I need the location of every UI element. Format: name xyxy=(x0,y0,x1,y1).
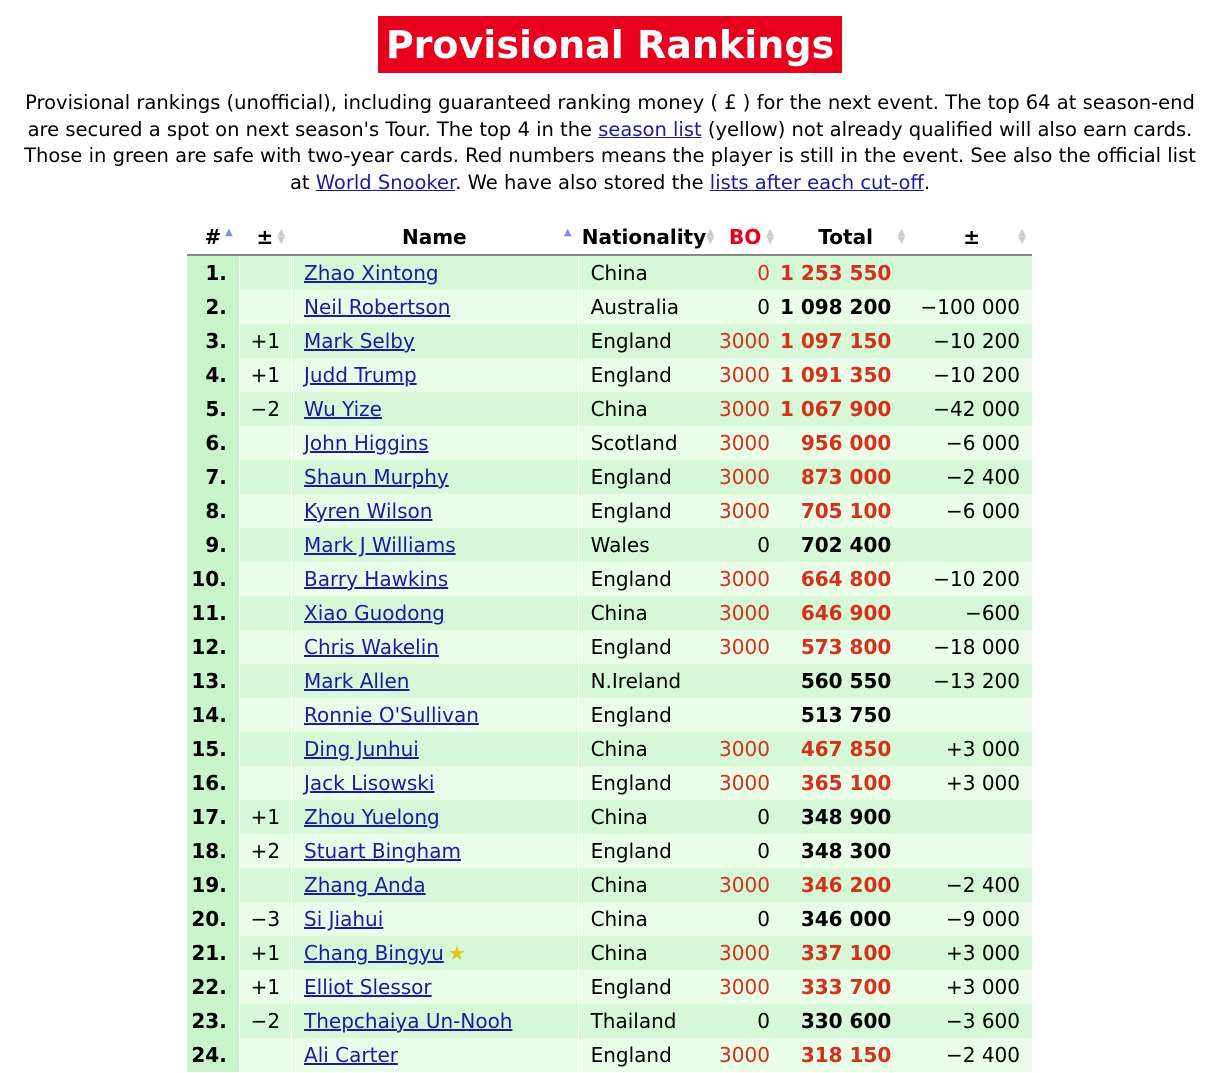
bo-cell: 3000 xyxy=(710,596,780,630)
money-change-cell: +3 000 xyxy=(911,936,1032,970)
page-header xyxy=(0,0,1220,73)
rank-cell: 16. xyxy=(187,766,239,800)
table-row xyxy=(187,256,1032,290)
name-cell xyxy=(291,936,578,970)
money-change-cell: −6 000 xyxy=(911,426,1032,460)
player-link[interactable]: Kyren Wilson xyxy=(304,499,433,523)
table-row xyxy=(187,1004,1032,1038)
money-change-cell: −18 000 xyxy=(911,630,1032,664)
total-cell: 365 100 xyxy=(780,766,911,800)
bo-cell: 0 xyxy=(710,1004,780,1038)
rank-cell: 23. xyxy=(187,1004,239,1038)
player-link[interactable]: Wu Yize xyxy=(304,397,382,421)
bo-cell: 3000 xyxy=(710,630,780,664)
name-cell xyxy=(291,596,578,630)
player-link[interactable]: Stuart Bingham xyxy=(304,839,461,863)
name-cell xyxy=(291,664,578,698)
money-change-cell: −6 000 xyxy=(911,494,1032,528)
col-header-rank[interactable] xyxy=(187,220,239,256)
nationality-cell: China xyxy=(578,936,711,970)
bo-cell: 3000 xyxy=(710,494,780,528)
bo-cell: 3000 xyxy=(710,426,780,460)
player-link[interactable]: Ronnie O'Sullivan xyxy=(304,703,479,727)
rank-cell: 10. xyxy=(187,562,239,596)
money-change-cell xyxy=(911,800,1032,834)
table-row xyxy=(187,392,1032,426)
rank-change-cell xyxy=(239,256,291,290)
page-title: Provisional Rankings xyxy=(378,16,842,73)
rank-change-cell xyxy=(239,562,291,596)
nationality-cell: China xyxy=(578,800,711,834)
money-change-cell: −13 200 xyxy=(911,664,1032,698)
bo-cell: 3000 xyxy=(710,766,780,800)
name-cell xyxy=(291,562,578,596)
bo-cell: 3000 xyxy=(710,460,780,494)
rank-change-cell xyxy=(239,494,291,528)
name-cell xyxy=(291,970,578,1004)
rank-change-cell xyxy=(239,460,291,494)
table-row xyxy=(187,902,1032,936)
player-link[interactable]: Mark Selby xyxy=(304,329,415,353)
player-link[interactable]: Jack Lisowski xyxy=(304,771,435,795)
bo-cell: 3000 xyxy=(710,562,780,596)
money-change-cell xyxy=(911,528,1032,562)
total-cell: 873 000 xyxy=(780,460,911,494)
rank-change-cell xyxy=(239,426,291,460)
table-row xyxy=(187,834,1032,868)
name-cell xyxy=(291,528,578,562)
rank-cell: 4. xyxy=(187,358,239,392)
nationality-cell: England xyxy=(578,834,711,868)
sort-both-icon: ▲ ▼ xyxy=(706,227,715,246)
bo-cell: 3000 xyxy=(710,732,780,766)
rank-change-cell xyxy=(239,290,291,324)
player-link[interactable]: Barry Hawkins xyxy=(304,567,449,591)
name-cell xyxy=(291,1004,578,1038)
rank-change-cell xyxy=(239,732,291,766)
total-cell: 560 550 xyxy=(780,664,911,698)
sort-both-icon: ▲ ▼ xyxy=(1018,227,1026,246)
rank-change-cell: +1 xyxy=(239,936,291,970)
total-cell: 573 800 xyxy=(780,630,911,664)
total-cell: 1 097 150 xyxy=(780,324,911,358)
money-change-cell: +3 000 xyxy=(911,766,1032,800)
money-change-cell: +3 000 xyxy=(911,970,1032,1004)
rank-change-cell xyxy=(239,1038,291,1072)
money-change-cell: −2 400 xyxy=(911,868,1032,902)
intro-text-2: (yellow) not already qualified will also earn cards. Those in green are safe with two-year cards. Red numbers means the player is still in the event. See also the official list at xyxy=(24,117,1196,194)
rank-cell: 3. xyxy=(187,324,239,358)
money-change-cell xyxy=(911,256,1032,290)
col-header-diff2-label: ± xyxy=(963,225,981,249)
nationality-cell: Thailand xyxy=(578,1004,711,1038)
name-cell xyxy=(291,630,578,664)
table-row xyxy=(187,766,1032,800)
rank-cell: 24. xyxy=(187,1038,239,1072)
table-row xyxy=(187,426,1032,460)
rank-cell: 11. xyxy=(187,596,239,630)
name-cell xyxy=(291,698,578,732)
nationality-cell: England xyxy=(578,970,711,1004)
table-row xyxy=(187,460,1032,494)
rank-change-cell xyxy=(239,766,291,800)
col-header-name-label: Name xyxy=(401,225,467,249)
table-row xyxy=(187,970,1032,1004)
nationality-cell: England xyxy=(578,630,711,664)
rank-cell: 20. xyxy=(187,902,239,936)
table-row xyxy=(187,494,1032,528)
bo-cell: 0 xyxy=(710,256,780,290)
rank-cell: 19. xyxy=(187,868,239,902)
money-change-cell: −100 000 xyxy=(911,290,1032,324)
name-cell xyxy=(291,868,578,902)
table-row xyxy=(187,324,1032,358)
player-link[interactable]: Zhang Anda xyxy=(304,873,426,897)
rank-cell: 21. xyxy=(187,936,239,970)
rank-change-cell xyxy=(239,664,291,698)
player-link[interactable]: Chris Wakelin xyxy=(304,635,439,659)
rank-change-cell xyxy=(239,630,291,664)
player-link[interactable]: John Higgins xyxy=(304,431,429,455)
nationality-cell: China xyxy=(578,902,711,936)
rank-cell: 22. xyxy=(187,970,239,1004)
rank-cell: 14. xyxy=(187,698,239,732)
table-row xyxy=(187,698,1032,732)
total-cell: 702 400 xyxy=(780,528,911,562)
total-cell: 705 100 xyxy=(780,494,911,528)
name-cell xyxy=(291,494,578,528)
rank-cell: 17. xyxy=(187,800,239,834)
bo-cell: 0 xyxy=(710,290,780,324)
name-cell xyxy=(291,392,578,426)
total-cell: 346 000 xyxy=(780,902,911,936)
col-header-name[interactable] xyxy=(291,220,578,256)
player-link[interactable]: Ali Carter xyxy=(304,1043,398,1067)
rank-change-cell: +2 xyxy=(239,834,291,868)
col-header-diff2[interactable] xyxy=(911,220,1032,256)
bo-cell: 3000 xyxy=(710,868,780,902)
total-cell: 646 900 xyxy=(780,596,911,630)
nationality-cell: China xyxy=(578,596,711,630)
name-cell xyxy=(291,358,578,392)
name-cell xyxy=(291,732,578,766)
money-change-cell: −42 000 xyxy=(911,392,1032,426)
nationality-cell: England xyxy=(578,766,711,800)
intro-text-3: . We have also stored the xyxy=(455,170,710,194)
name-cell xyxy=(291,426,578,460)
money-change-cell: −2 400 xyxy=(911,460,1032,494)
bo-cell: 3000 xyxy=(710,1038,780,1072)
player-link[interactable]: Si Jiahui xyxy=(304,907,384,931)
player-link[interactable]: Ding Junhui xyxy=(304,737,419,761)
sort-both-icon: ▲ ▼ xyxy=(897,227,906,246)
name-cell xyxy=(291,834,578,868)
total-cell: 337 100 xyxy=(780,936,911,970)
player-link[interactable]: Xiao Guodong xyxy=(304,601,445,625)
rank-change-cell xyxy=(239,528,291,562)
nationality-cell: China xyxy=(578,392,711,426)
table-row xyxy=(187,528,1032,562)
rank-cell: 7. xyxy=(187,460,239,494)
rank-cell: 5. xyxy=(187,392,239,426)
rank-cell: 15. xyxy=(187,732,239,766)
col-header-nationality-label: Nationality xyxy=(581,225,707,249)
money-change-cell xyxy=(911,834,1032,868)
col-header-total[interactable] xyxy=(780,220,911,256)
bo-cell: 3000 xyxy=(710,324,780,358)
bo-cell: 3000 xyxy=(710,970,780,1004)
star-icon: ★ xyxy=(447,941,466,965)
table-row xyxy=(187,868,1032,902)
total-cell: 330 600 xyxy=(780,1004,911,1038)
name-cell xyxy=(291,902,578,936)
rank-cell: 6. xyxy=(187,426,239,460)
money-change-cell: −2 400 xyxy=(911,1038,1032,1072)
nationality-cell: England xyxy=(578,494,711,528)
money-change-cell: +3 000 xyxy=(911,732,1032,766)
player-link[interactable]: Chang Bingyu xyxy=(304,941,444,965)
table-row xyxy=(187,732,1032,766)
money-change-cell: −10 200 xyxy=(911,358,1032,392)
col-header-bo-label: BO xyxy=(728,225,762,249)
table-row xyxy=(187,664,1032,698)
rank-cell: 13. xyxy=(187,664,239,698)
total-cell: 513 750 xyxy=(780,698,911,732)
sort-asc-icon: ▲ xyxy=(225,227,233,238)
sort-both-icon: ▲ ▼ xyxy=(277,227,286,246)
money-change-cell: −3 600 xyxy=(911,1004,1032,1038)
nationality-cell: China xyxy=(578,868,711,902)
table-row xyxy=(187,936,1032,970)
player-link[interactable]: Mark Allen xyxy=(304,669,410,693)
rank-change-cell xyxy=(239,868,291,902)
player-link[interactable]: Elliot Slessor xyxy=(304,975,432,999)
season-list-link[interactable]: season list xyxy=(598,117,702,141)
total-cell: 1 253 550 xyxy=(780,256,911,290)
nationality-cell: Wales xyxy=(578,528,711,562)
intro-text-1: Provisional rankings (unofficial), including guaranteed ranking money ( £ ) for the next event. The top 64 at season-end are secured a spot on next season's Tour. The top 4 in the xyxy=(25,91,1195,141)
table-row xyxy=(187,1038,1032,1072)
player-link[interactable]: Neil Robertson xyxy=(304,295,451,319)
table-row xyxy=(187,358,1032,392)
nationality-cell: China xyxy=(578,256,711,290)
nationality-cell: Scotland xyxy=(578,426,711,460)
total-cell: 1 067 900 xyxy=(780,392,911,426)
rank-cell: 8. xyxy=(187,494,239,528)
total-cell: 318 150 xyxy=(780,1038,911,1072)
total-cell: 664 800 xyxy=(780,562,911,596)
nationality-cell: Australia xyxy=(578,290,711,324)
nationality-cell: China xyxy=(578,732,711,766)
name-cell xyxy=(291,324,578,358)
intro-paragraph xyxy=(20,90,1200,196)
nationality-cell: England xyxy=(578,1038,711,1072)
player-link[interactable]: Mark J Williams xyxy=(304,533,456,557)
nationality-cell: England xyxy=(578,324,711,358)
bo-cell: 3000 xyxy=(710,936,780,970)
table-row xyxy=(187,596,1032,630)
bo-cell xyxy=(710,664,780,698)
total-cell: 467 850 xyxy=(780,732,911,766)
bo-cell: 3000 xyxy=(710,358,780,392)
nationality-cell: England xyxy=(578,358,711,392)
rank-change-cell: +1 xyxy=(239,800,291,834)
rank-cell: 1. xyxy=(187,256,239,290)
world-snooker-link[interactable]: World Snooker xyxy=(315,170,456,194)
total-cell: 333 700 xyxy=(780,970,911,1004)
bo-cell: 0 xyxy=(710,528,780,562)
money-change-cell: −9 000 xyxy=(911,902,1032,936)
player-link[interactable]: Shaun Murphy xyxy=(304,465,449,489)
col-header-diff[interactable] xyxy=(239,220,291,256)
rank-cell: 18. xyxy=(187,834,239,868)
money-change-cell: −600 xyxy=(911,596,1032,630)
rank-change-cell: −3 xyxy=(239,902,291,936)
player-link[interactable]: Zhou Yuelong xyxy=(304,805,440,829)
sort-asc-icon: ▲ xyxy=(563,227,572,238)
table-row xyxy=(187,630,1032,664)
table-row xyxy=(187,290,1032,324)
rank-cell: 12. xyxy=(187,630,239,664)
sort-both-icon: ▲ ▼ xyxy=(766,227,774,246)
intro-text-4: . xyxy=(923,170,931,194)
nationality-cell: N.Ireland xyxy=(578,664,711,698)
col-header-nationality[interactable] xyxy=(578,220,715,256)
nationality-cell: England xyxy=(578,698,711,732)
rank-change-cell: −2 xyxy=(239,392,291,426)
money-change-cell xyxy=(911,698,1032,732)
cutoff-lists-link[interactable]: lists after each cut-off xyxy=(709,170,924,194)
money-change-cell: −10 200 xyxy=(911,324,1032,358)
table-row xyxy=(187,800,1032,834)
player-link[interactable]: Zhao Xintong xyxy=(304,261,439,285)
bo-cell: 0 xyxy=(710,800,780,834)
name-cell xyxy=(291,290,578,324)
total-cell: 956 000 xyxy=(780,426,911,460)
total-cell: 348 900 xyxy=(780,800,911,834)
name-cell xyxy=(291,766,578,800)
bo-cell: 0 xyxy=(710,902,780,936)
name-cell xyxy=(291,800,578,834)
col-header-total-label: Total xyxy=(818,225,873,249)
table-header-row xyxy=(187,220,1032,256)
money-change-cell: −10 200 xyxy=(911,562,1032,596)
total-cell: 348 300 xyxy=(780,834,911,868)
rank-change-cell: +1 xyxy=(239,358,291,392)
total-cell: 1 091 350 xyxy=(780,358,911,392)
col-header-bo[interactable] xyxy=(710,220,780,256)
rank-cell: 9. xyxy=(187,528,239,562)
nationality-cell: England xyxy=(578,562,711,596)
col-header-diff-label: ± xyxy=(256,225,274,249)
bo-cell xyxy=(710,698,780,732)
rank-change-cell: +1 xyxy=(239,324,291,358)
bo-cell: 0 xyxy=(710,834,780,868)
name-cell xyxy=(291,1038,578,1072)
name-cell xyxy=(291,460,578,494)
rank-change-cell xyxy=(239,596,291,630)
total-cell: 1 098 200 xyxy=(780,290,911,324)
rank-change-cell: −2 xyxy=(239,1004,291,1038)
player-link[interactable]: Judd Trump xyxy=(304,363,417,387)
nationality-cell: England xyxy=(578,460,711,494)
bo-cell: 3000 xyxy=(710,392,780,426)
player-link[interactable]: Thepchaiya Un-Nooh xyxy=(304,1009,513,1033)
rankings-table xyxy=(187,220,1032,1072)
col-header-rank-label: # xyxy=(204,225,222,249)
rank-cell: 2. xyxy=(187,290,239,324)
total-cell: 346 200 xyxy=(780,868,911,902)
rank-change-cell xyxy=(239,698,291,732)
table-row xyxy=(187,562,1032,596)
name-cell xyxy=(291,256,578,290)
rank-change-cell: +1 xyxy=(239,970,291,1004)
